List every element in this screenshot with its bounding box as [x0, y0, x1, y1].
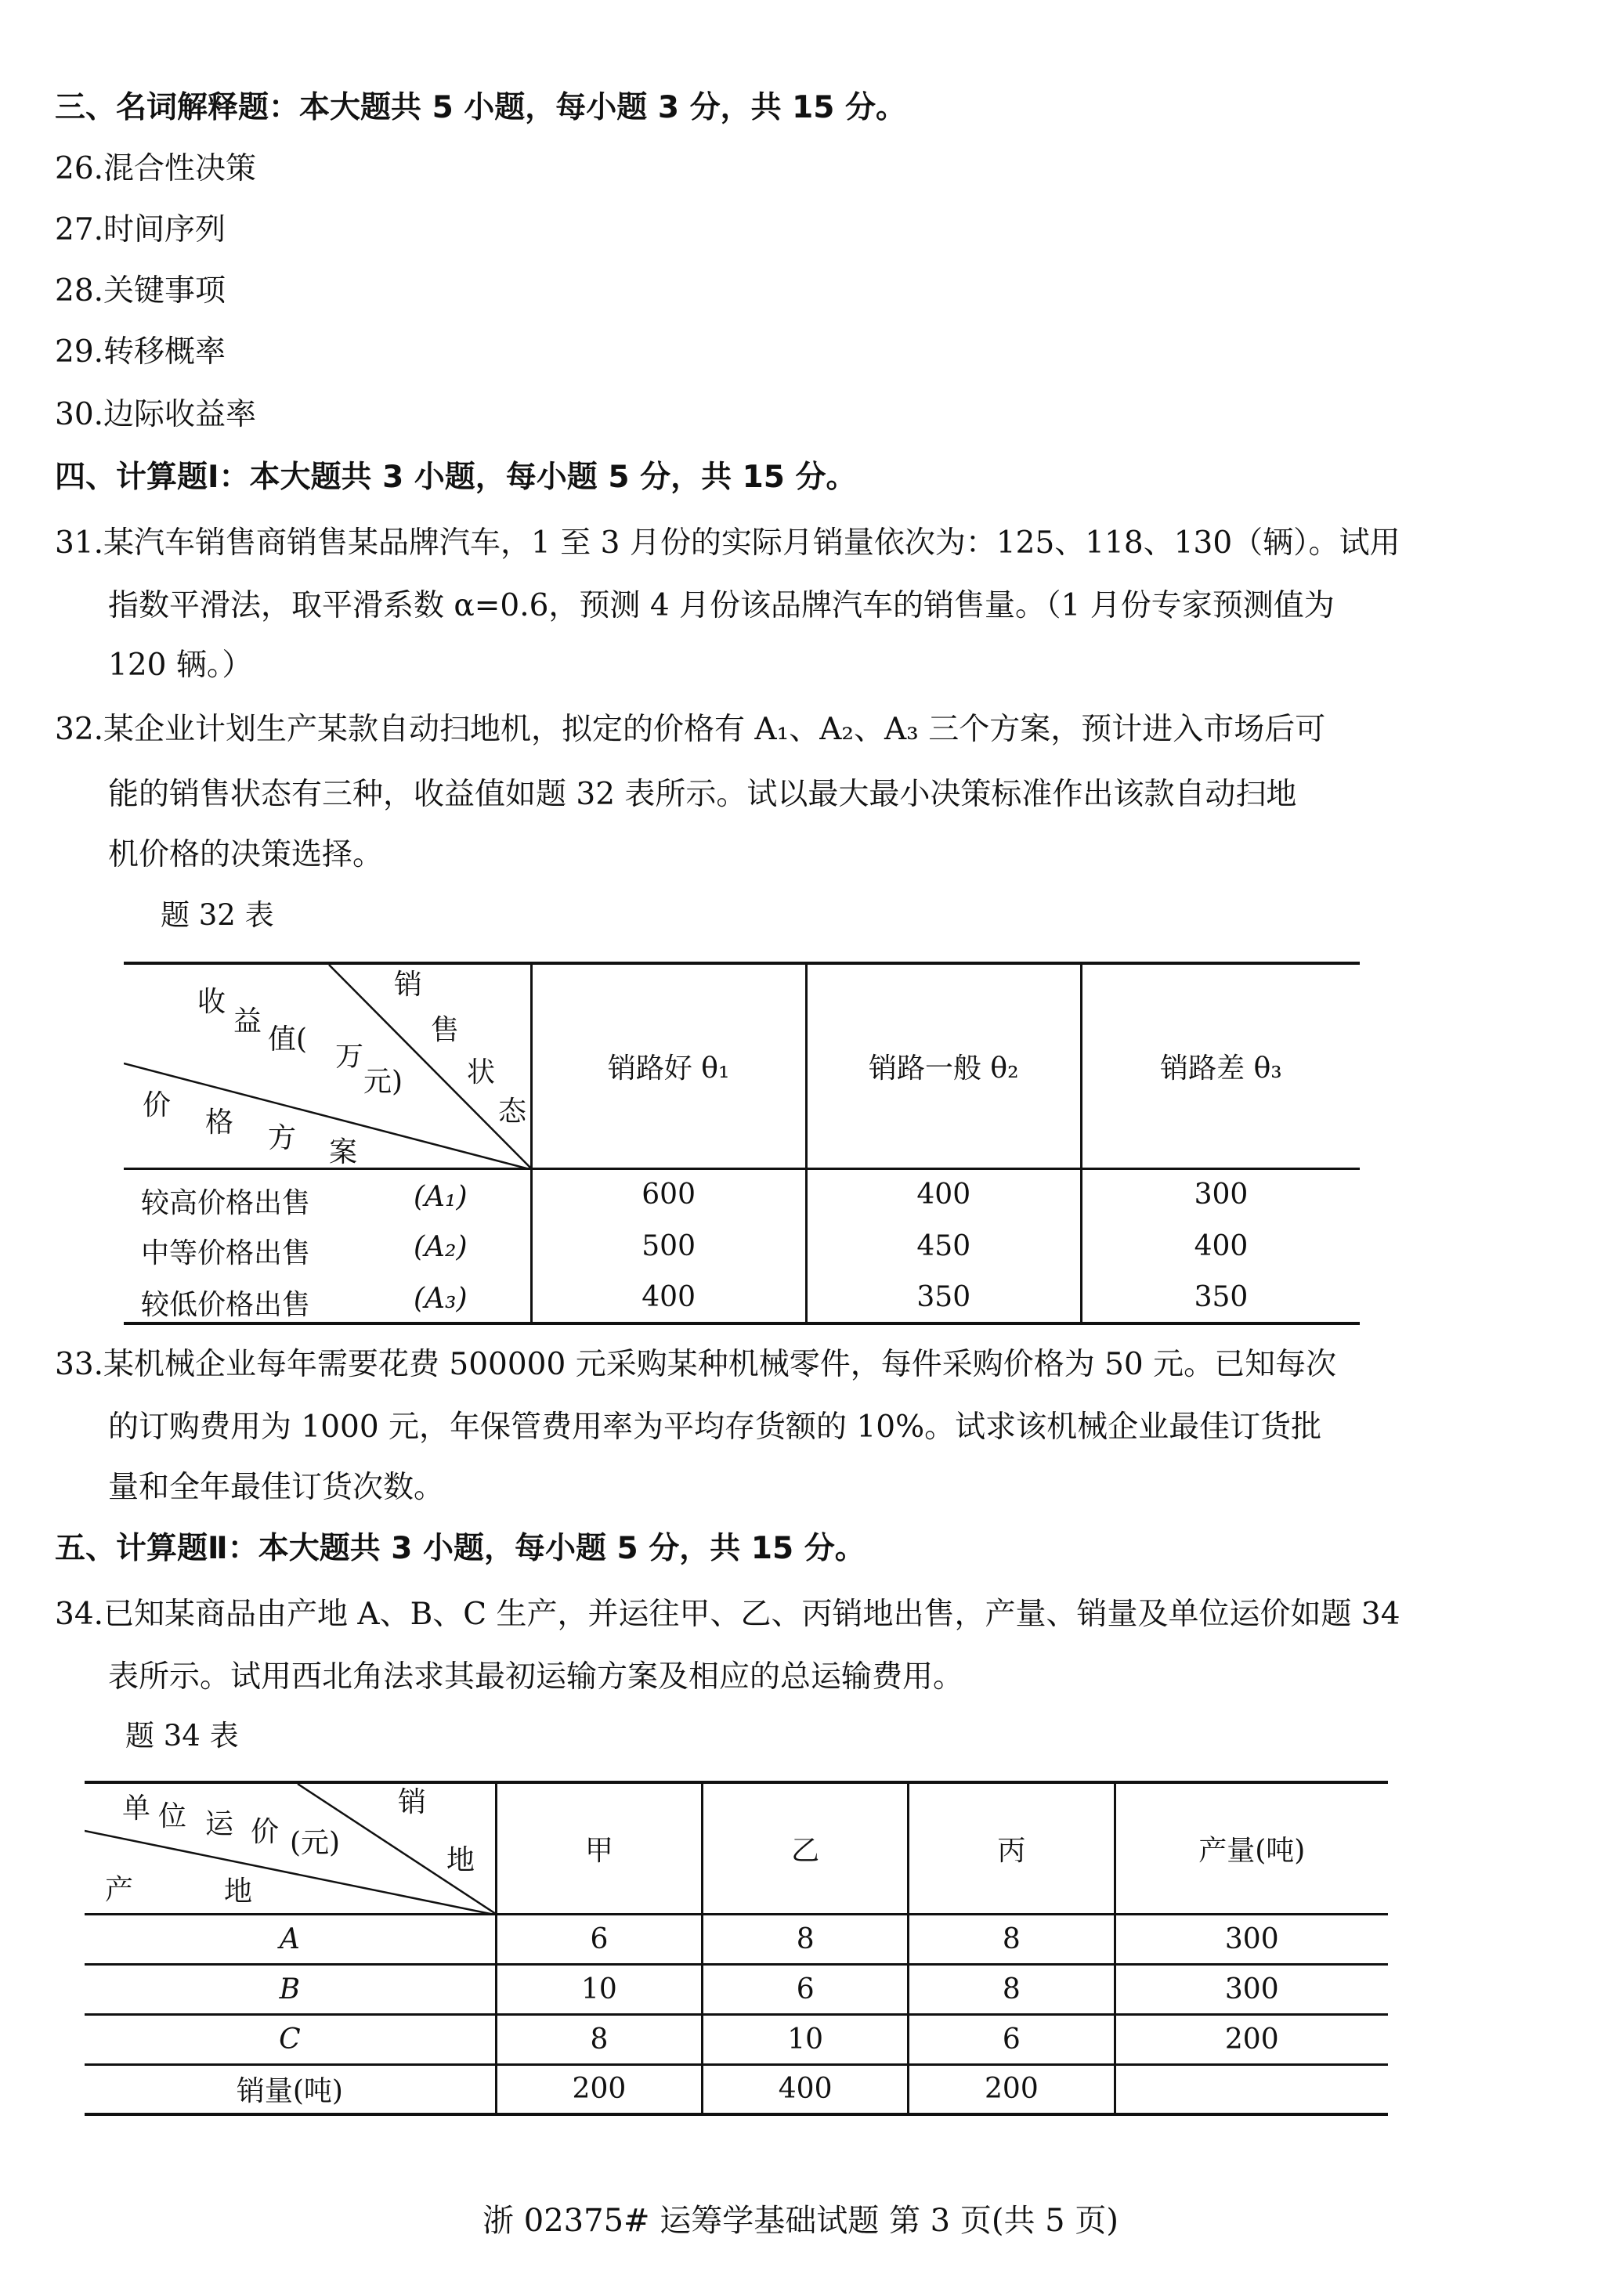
question-32-line3: 机价格的决策选择。: [108, 837, 384, 872]
table32-row-label: [124, 1272, 531, 1323]
table32-corner-top-4: 态: [498, 1096, 527, 1128]
table32-corner-mid-2: 益: [233, 1005, 262, 1038]
table34-row: [85, 1914, 1388, 1964]
table34-corner: [85, 1782, 496, 1914]
question-29: 29.转移概率: [55, 334, 226, 370]
section3-heading: 三、名词解释题：本大题共 5 小题，每小题 3 分，共 15 分。: [55, 90, 907, 125]
table34-header-yi: 乙: [703, 1782, 909, 1914]
table34-corner-mid-4: 价: [251, 1816, 280, 1848]
table34-row-name: C: [279, 2023, 301, 2056]
question-31-line1: 31.某汽车销售商销售某品牌汽车，1 至 3 月份的实际月销量依次为：125、118、130（辆）。试用: [55, 525, 1400, 561]
table34-corner-bottom-2: 地: [224, 1875, 253, 1908]
table34-corner-mid-1: 单: [122, 1792, 151, 1825]
table34-sales-row: [85, 2064, 1388, 2114]
table32-cell: 600: [531, 1168, 806, 1220]
table32-row: [124, 1168, 1360, 1220]
table34-row-label: [85, 1914, 496, 1964]
table32-row-code: (A₁): [414, 1180, 468, 1213]
section4-heading: 四、计算题Ⅰ：本大题共 3 小题，每小题 5 分，共 15 分。: [55, 460, 857, 495]
question-32-line2: 能的销售状态有三种，收益值如题 32 表所示。试以最大最小决策标准作出该款自动扫地: [108, 777, 1297, 812]
question-34-line2: 表所示。试用西北角法求其最初运输方案及相应的总运输费用。: [108, 1659, 964, 1695]
table-32: [124, 962, 1360, 1325]
table34-cell: 8: [909, 1964, 1115, 2014]
table34-sales-cell: 200: [496, 2064, 702, 2114]
table34-sales-cell: 400: [703, 2064, 909, 2114]
table32-header-poor: 销路差 θ₃: [1081, 963, 1360, 1168]
table34-cell: 8: [496, 2014, 702, 2064]
table34-header-jia: 甲: [496, 1782, 702, 1914]
table34-corner-mid-2: 位: [158, 1800, 187, 1832]
table34-cell: 300: [1115, 1914, 1388, 1964]
table32-row-name: 较低价格出售: [141, 1289, 311, 1321]
table34-row: [85, 1964, 1388, 2014]
question-33-line3: 量和全年最佳订货次数。: [108, 1470, 445, 1505]
table34-cell: 6: [496, 1914, 702, 1964]
table34-cell: 10: [703, 2014, 909, 2064]
table32-row-code: (A₂): [414, 1231, 468, 1263]
page-footer: 浙 02375# 运筹学基础试题 第 3 页(共 5 页): [482, 2203, 1119, 2239]
table34-cell: 8: [703, 1914, 909, 1964]
table32-corner-mid-3: 值(: [268, 1023, 308, 1056]
question-26: 26.混合性决策: [55, 151, 257, 186]
table34-corner-mid-5: (元): [290, 1827, 341, 1859]
table32-corner-bottom-2: 格: [205, 1106, 234, 1139]
table34-row-name: A: [279, 1922, 300, 1955]
table34-corner-bottom-1: 产: [105, 1874, 134, 1906]
table32-row-code: (A₃): [414, 1283, 468, 1315]
table34-cell: 6: [909, 2014, 1115, 2064]
table32-corner-mid-4: 万: [335, 1041, 364, 1073]
table32-cell: 400: [806, 1168, 1081, 1220]
table34-corner-top-2: 地: [446, 1844, 475, 1876]
table32-corner-bottom-3: 方: [268, 1122, 297, 1154]
table34-sales-label: 销量(吨): [85, 2064, 496, 2114]
table32-row-label: [124, 1168, 531, 1220]
question-30: 30.边际收益率: [55, 397, 257, 432]
table32-row-label: [124, 1220, 531, 1272]
table34-caption: 题 34 表: [125, 1719, 239, 1753]
table32-corner-top-1: 销: [394, 969, 423, 1001]
table34-sales-cell: [1115, 2064, 1388, 2114]
table34-cell: 10: [496, 1964, 702, 2014]
table34-cell: 8: [909, 1914, 1115, 1964]
table32-corner-mid-5: 元): [363, 1066, 403, 1098]
table34-sales-cell: 200: [909, 2064, 1115, 2114]
table32-cell: 350: [806, 1272, 1081, 1323]
table32-cell: 350: [1194, 1280, 1249, 1313]
table34-header-bing: 丙: [909, 1782, 1115, 1914]
table34-corner-mid-3: 运: [205, 1808, 234, 1840]
table32-corner-mid-1: 收: [197, 986, 226, 1018]
question-31-line3: 120 辆。）: [108, 648, 253, 683]
table34-cell: 300: [1115, 1964, 1388, 2014]
table34-corner-top-1: 销: [398, 1786, 427, 1818]
table34-row-label: [85, 1964, 496, 2014]
question-33-line1: 33.某机械企业每年需要花费 500000 元采购某种机械零件，每件采购价格为 50 元。已知每次: [55, 1347, 1337, 1382]
table32-corner-bottom-4: 案: [329, 1136, 358, 1168]
table32-cell: 450: [806, 1220, 1081, 1272]
table32-cell: 300: [1194, 1179, 1249, 1211]
table32-header-good: 销路好 θ₁: [531, 963, 806, 1168]
table34-row-name: B: [279, 1973, 301, 2005]
table32-cell: 500: [531, 1220, 806, 1272]
table32-corner-top-2: 售: [431, 1014, 460, 1046]
question-27: 27.时间序列: [55, 212, 226, 247]
question-34-line1: 34.已知某商品由产地 A、B、C 生产，并运往甲、乙、丙销地出售，产量、销量及单位运价如题 34: [55, 1597, 1400, 1632]
table32-row: [124, 1272, 1360, 1323]
table32-cell: 400: [1194, 1229, 1249, 1262]
table32-corner-bottom-1: 价: [143, 1089, 172, 1121]
table32-corner: [124, 963, 531, 1168]
table34-cell: 200: [1115, 2014, 1388, 2064]
table32-row-name: 较高价格出售: [141, 1186, 311, 1219]
table34-header-output: 产量(吨): [1115, 1782, 1388, 1914]
question-33-line2: 的订购费用为 1000 元，年保管费用率为平均存货额的 10%。试求该机械企业最佳订货批: [108, 1410, 1322, 1445]
section5-heading: 五、计算题Ⅱ：本大题共 3 小题，每小题 5 分，共 15 分。: [55, 1531, 866, 1566]
table34-cell: 6: [703, 1964, 909, 2014]
question-32-line1: 32.某企业计划生产某款自动扫地机，拟定的价格有 A₁、A₂、A₃ 三个方案，预计进入市场后可: [55, 712, 1326, 747]
table-34: [85, 1781, 1388, 2116]
table32-corner-top-3: 状: [467, 1056, 496, 1088]
question-31-line2: 指数平滑法，取平滑系数 α=0.6，预测 4 月份该品牌汽车的销售量。（1 月份专家预测值为: [108, 588, 1335, 623]
table32-row: [124, 1220, 1360, 1272]
table34-row: [85, 2014, 1388, 2064]
table34-row-label: [85, 2014, 496, 2064]
question-28: 28.关键事项: [55, 273, 226, 309]
table32-header-average: 销路一般 θ₂: [806, 963, 1081, 1168]
table32-caption: 题 32 表: [161, 898, 274, 932]
table32-cell: 400: [531, 1272, 806, 1323]
table32-row-name: 中等价格出售: [141, 1237, 311, 1269]
